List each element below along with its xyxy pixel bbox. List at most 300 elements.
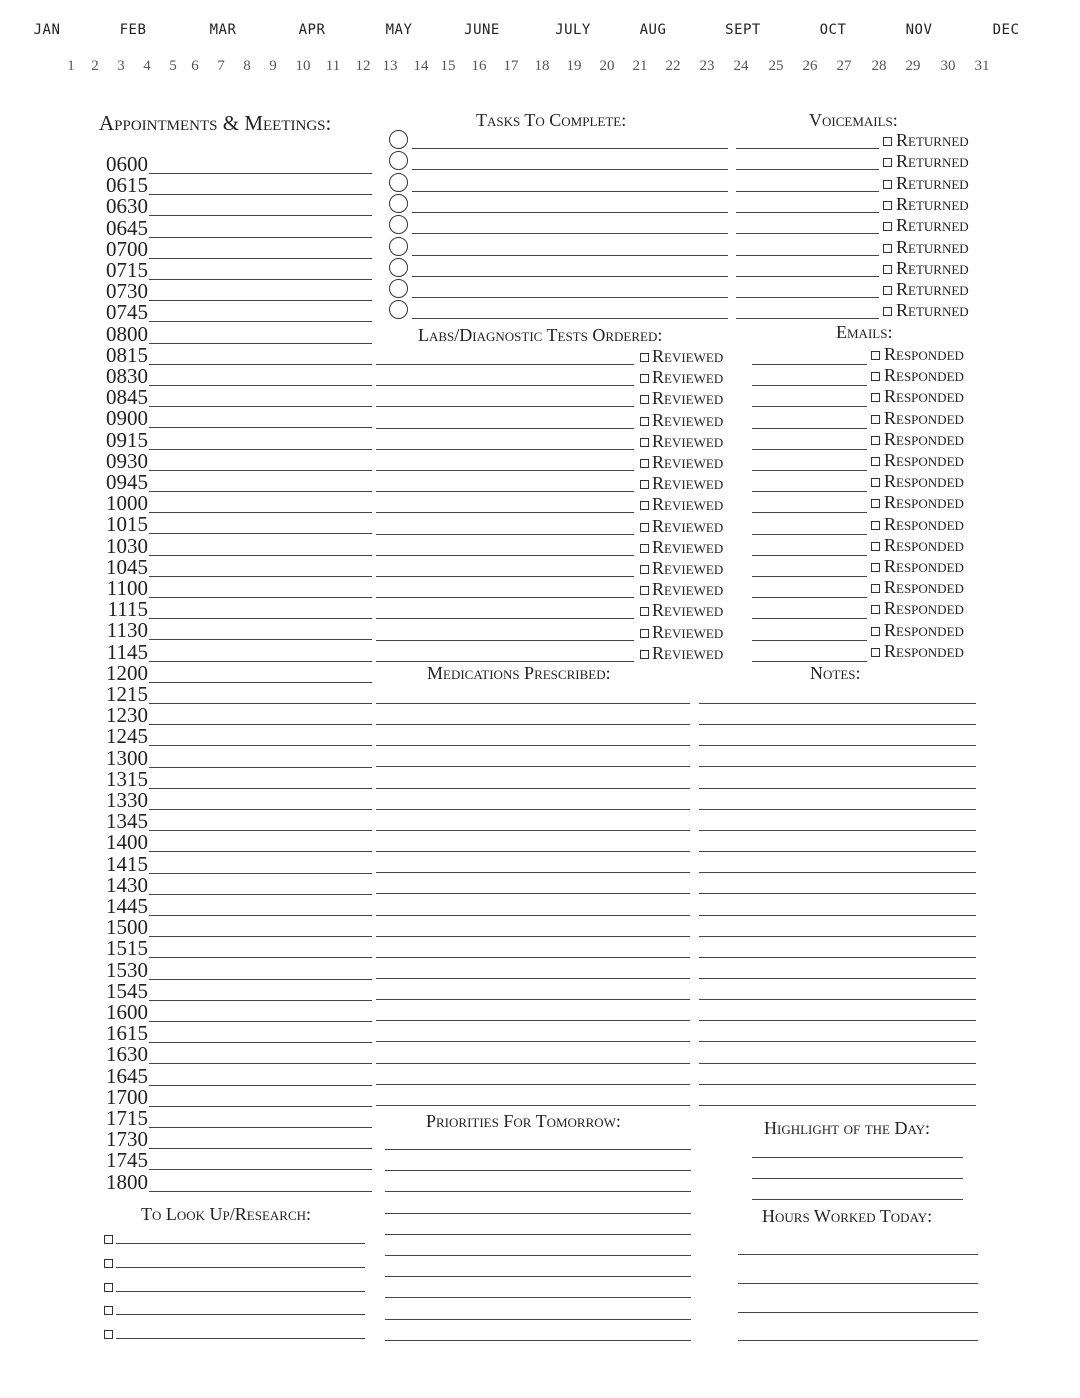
month-sept[interactable]: SEPT: [725, 22, 761, 38]
day-31[interactable]: 31: [974, 58, 990, 74]
time-1715: 1715: [106, 1106, 148, 1130]
medication-line[interactable]: [376, 830, 690, 831]
email-line[interactable]: [752, 576, 867, 577]
notes-line[interactable]: [699, 1020, 976, 1021]
responded-checkbox[interactable]: [871, 372, 880, 381]
appointment-line-0830[interactable]: [149, 385, 372, 386]
returned-checkbox[interactable]: [883, 307, 892, 316]
highlight-line[interactable]: [752, 1157, 963, 1158]
appointment-line-0915[interactable]: [149, 449, 372, 450]
notes-line[interactable]: [699, 703, 976, 704]
reviewed-label: Reviewed: [652, 346, 724, 366]
day-4[interactable]: 4: [143, 58, 151, 74]
day-11[interactable]: 11: [325, 58, 341, 74]
time-1130: 1130: [106, 618, 148, 643]
responded-label: Responded: [884, 492, 964, 513]
time-1115: 1115: [107, 597, 148, 622]
day-20[interactable]: 20: [599, 58, 615, 74]
reviewed-checkbox[interactable]: [640, 501, 649, 510]
day-28[interactable]: 28: [871, 58, 887, 74]
month-nov[interactable]: NOV: [905, 22, 933, 38]
responded-checkbox[interactable]: [871, 499, 880, 508]
medication-line[interactable]: [376, 936, 690, 937]
responded-label: Responded: [884, 534, 964, 555]
day-10[interactable]: 10: [295, 58, 311, 74]
appointment-line-1715[interactable]: [149, 1127, 372, 1128]
email-line[interactable]: [752, 534, 867, 535]
voicemail-line[interactable]: [736, 233, 879, 234]
appointment-line-1030[interactable]: [149, 555, 372, 556]
day-14[interactable]: 14: [413, 58, 429, 74]
priority-line[interactable]: [385, 1191, 691, 1192]
medication-line[interactable]: [376, 872, 690, 873]
appointment-line-1145[interactable]: [149, 661, 372, 662]
notes-line[interactable]: [699, 999, 976, 1000]
notes-line[interactable]: [699, 724, 976, 725]
lab-line[interactable]: [376, 364, 634, 365]
reviewed-checkbox[interactable]: [640, 417, 649, 426]
appointment-line-1330[interactable]: [149, 809, 372, 810]
day-26[interactable]: 26: [802, 58, 818, 74]
medication-line[interactable]: [376, 999, 690, 1000]
email-line[interactable]: [752, 470, 867, 471]
responded-checkbox[interactable]: [871, 393, 880, 402]
research-checkbox[interactable]: [104, 1306, 113, 1315]
priority-line[interactable]: [385, 1276, 691, 1277]
highlight-line[interactable]: [752, 1178, 963, 1179]
priority-line[interactable]: [385, 1170, 691, 1171]
appointment-line-1515[interactable]: [149, 957, 372, 958]
notes-line[interactable]: [699, 788, 976, 789]
email-line[interactable]: [752, 385, 867, 386]
task-checkbox[interactable]: [389, 300, 408, 319]
research-checkbox[interactable]: [104, 1259, 113, 1268]
appointment-line-0800[interactable]: [149, 343, 372, 344]
reviewed-checkbox[interactable]: [640, 523, 649, 532]
appointment-line-0815[interactable]: [149, 364, 372, 365]
time-1200: 1200: [106, 660, 148, 685]
responded-label: Responded: [884, 577, 964, 598]
lab-line[interactable]: [376, 470, 634, 471]
lab-line[interactable]: [376, 385, 634, 386]
notes-line[interactable]: [699, 851, 976, 852]
reviewed-checkbox[interactable]: [640, 629, 649, 638]
lab-line[interactable]: [376, 576, 634, 577]
time-1730: 1730: [106, 1127, 148, 1152]
appointment-line-0845[interactable]: [149, 406, 372, 407]
time-1645: 1645: [106, 1063, 148, 1088]
month-feb[interactable]: FEB: [119, 22, 147, 38]
month-mar[interactable]: MAR: [209, 22, 237, 38]
voicemail-line[interactable]: [736, 169, 879, 170]
priority-line[interactable]: [385, 1234, 691, 1235]
task-checkbox[interactable]: [389, 194, 408, 213]
month-jan[interactable]: JAN: [33, 22, 61, 38]
lab-line[interactable]: [376, 449, 634, 450]
reviewed-label: Reviewed: [652, 600, 724, 621]
notes-line[interactable]: [699, 1084, 976, 1085]
returned-checkbox[interactable]: [883, 265, 892, 274]
medication-line[interactable]: [376, 1084, 690, 1085]
medication-line[interactable]: [376, 724, 690, 725]
medication-line[interactable]: [376, 1105, 690, 1106]
task-line[interactable]: [412, 169, 728, 170]
responded-checkbox[interactable]: [871, 605, 880, 614]
day-29[interactable]: 29: [905, 58, 921, 74]
day-15[interactable]: 15: [440, 58, 456, 74]
time-0600: 0600: [106, 152, 148, 176]
time-1445: 1445: [106, 894, 148, 918]
tasks-heading: Tasks To Complete:: [476, 110, 627, 130]
task-line[interactable]: [412, 212, 728, 213]
lab-line[interactable]: [376, 661, 634, 662]
research-line[interactable]: [116, 1314, 365, 1315]
reviewed-checkbox[interactable]: [640, 586, 649, 595]
time-1000: 1000: [106, 491, 148, 516]
lab-line[interactable]: [376, 640, 634, 641]
medication-line[interactable]: [376, 809, 690, 810]
reviewed-label: Reviewed: [652, 621, 724, 642]
appointment-line-1615[interactable]: [149, 1042, 372, 1043]
day-5[interactable]: 5: [169, 58, 177, 74]
research-checkbox[interactable]: [104, 1283, 113, 1292]
appointment-line-1245[interactable]: [149, 745, 372, 746]
day-7[interactable]: 7: [217, 58, 225, 74]
priority-line[interactable]: [385, 1213, 691, 1214]
time-1215: 1215: [106, 682, 148, 706]
notes-line[interactable]: [699, 766, 976, 767]
task-checkbox[interactable]: [389, 237, 408, 256]
reviewed-checkbox[interactable]: [640, 607, 649, 616]
notes-line[interactable]: [699, 745, 976, 746]
responded-checkbox[interactable]: [871, 563, 880, 572]
month-apr[interactable]: APR: [298, 22, 326, 38]
appointment-line-1300[interactable]: [149, 767, 372, 768]
notes-line[interactable]: [699, 978, 976, 979]
lab-line[interactable]: [376, 618, 634, 619]
reviewed-checkbox[interactable]: [640, 374, 649, 383]
time-1030: 1030: [106, 533, 148, 558]
appointment-line-1000[interactable]: [149, 512, 372, 513]
medication-line[interactable]: [376, 1041, 690, 1042]
responded-checkbox[interactable]: [871, 648, 880, 657]
medication-line[interactable]: [376, 745, 690, 746]
appointment-line-1745[interactable]: [149, 1169, 372, 1170]
voicemail-line[interactable]: [736, 318, 879, 319]
voicemail-line[interactable]: [736, 148, 879, 149]
day-30[interactable]: 30: [940, 58, 956, 74]
month-may[interactable]: MAY: [385, 22, 413, 38]
priority-line[interactable]: [385, 1255, 691, 1256]
task-checkbox[interactable]: [389, 215, 408, 234]
hours-line[interactable]: [738, 1254, 978, 1255]
appointment-line-0930[interactable]: [149, 470, 372, 471]
voicemail-line[interactable]: [736, 212, 879, 213]
appointment-line-0715[interactable]: [149, 279, 372, 280]
email-line[interactable]: [752, 406, 867, 407]
time-1745: 1745: [106, 1148, 148, 1173]
appointment-line-1400[interactable]: [149, 851, 372, 852]
time-0715: 0715: [106, 258, 148, 282]
lab-line[interactable]: [376, 555, 634, 556]
appointment-line-1545[interactable]: [149, 1000, 372, 1001]
appointment-line-0645[interactable]: [149, 237, 372, 238]
appointment-line-0700[interactable]: [149, 258, 372, 259]
day-12[interactable]: 12: [355, 58, 371, 74]
voicemail-line[interactable]: [736, 297, 879, 298]
lab-line[interactable]: [376, 406, 634, 407]
notes-line[interactable]: [699, 809, 976, 810]
appointment-line-0615[interactable]: [149, 194, 372, 195]
appointment-line-1230[interactable]: [149, 724, 372, 725]
returned-label: Returned: [896, 193, 969, 214]
reviewed-label: Reviewed: [652, 409, 724, 430]
day-23[interactable]: 23: [699, 58, 715, 74]
month-dec[interactable]: DEC: [992, 22, 1020, 38]
responded-label: Responded: [884, 450, 964, 470]
voicemail-line[interactable]: [736, 191, 879, 192]
appointment-line-1315[interactable]: [149, 788, 372, 789]
appointment-line-0630[interactable]: [149, 215, 372, 216]
responded-checkbox[interactable]: [871, 457, 880, 466]
responded-checkbox[interactable]: [871, 415, 880, 424]
returned-checkbox[interactable]: [883, 244, 892, 253]
priority-line[interactable]: [385, 1149, 691, 1150]
research-line[interactable]: [116, 1243, 365, 1244]
day-2[interactable]: 2: [91, 58, 99, 74]
day-25[interactable]: 25: [768, 58, 784, 74]
appointment-line-1700[interactable]: [149, 1106, 372, 1107]
time-0900: 0900: [106, 406, 148, 431]
medication-line[interactable]: [376, 957, 690, 958]
appointment-line-1215[interactable]: [149, 703, 372, 704]
task-checkbox[interactable]: [389, 173, 408, 192]
reviewed-label: Reviewed: [652, 558, 724, 578]
medication-line[interactable]: [376, 766, 690, 767]
voicemail-line[interactable]: [736, 276, 879, 277]
appointment-line-1100[interactable]: [149, 597, 372, 598]
task-line[interactable]: [412, 233, 728, 234]
reviewed-checkbox[interactable]: [640, 480, 649, 489]
appointments-heading: Appointments & Meetings:: [99, 111, 332, 135]
task-checkbox[interactable]: [389, 151, 408, 170]
responded-checkbox[interactable]: [871, 351, 880, 360]
time-1230: 1230: [106, 703, 148, 728]
appointment-line-1115[interactable]: [149, 618, 372, 619]
email-line[interactable]: [752, 597, 867, 598]
email-line[interactable]: [752, 512, 867, 513]
reviewed-checkbox[interactable]: [640, 544, 649, 553]
time-1515: 1515: [106, 936, 148, 961]
medication-line[interactable]: [376, 703, 690, 704]
appointment-line-1430[interactable]: [149, 894, 372, 895]
appointment-line-1645[interactable]: [149, 1085, 372, 1086]
appointment-line-1200[interactable]: [149, 682, 372, 683]
day-24[interactable]: 24: [733, 58, 749, 74]
task-line[interactable]: [412, 276, 728, 277]
research-line[interactable]: [116, 1267, 365, 1268]
appointment-line-0745[interactable]: [149, 321, 372, 322]
email-line[interactable]: [752, 449, 867, 450]
reviewed-label: Reviewed: [652, 473, 724, 494]
time-0700: 0700: [106, 236, 148, 261]
reviewed-checkbox[interactable]: [640, 353, 649, 362]
task-line[interactable]: [412, 297, 728, 298]
time-0730: 0730: [106, 279, 148, 304]
responded-checkbox[interactable]: [871, 478, 880, 487]
responded-checkbox[interactable]: [871, 521, 880, 530]
time-0630: 0630: [106, 194, 148, 219]
notes-line[interactable]: [699, 1041, 976, 1042]
reviewed-checkbox[interactable]: [640, 650, 649, 659]
responded-checkbox[interactable]: [871, 627, 880, 636]
research-checkbox[interactable]: [104, 1235, 113, 1244]
medications-heading: Medications Prescribed:: [427, 663, 611, 683]
task-checkbox[interactable]: [389, 279, 408, 298]
email-line[interactable]: [752, 491, 867, 492]
email-line[interactable]: [752, 364, 867, 365]
voicemails-heading: Voicemails:: [809, 110, 898, 130]
task-line[interactable]: [412, 318, 728, 319]
hours-line[interactable]: [738, 1340, 978, 1341]
notes-line[interactable]: [699, 1063, 976, 1064]
priority-line[interactable]: [385, 1319, 691, 1320]
notes-line[interactable]: [699, 830, 976, 831]
appointment-line-1130[interactable]: [149, 639, 372, 640]
returned-checkbox[interactable]: [883, 137, 892, 146]
month-oct[interactable]: OCT: [819, 22, 847, 38]
day-19[interactable]: 19: [566, 58, 582, 74]
responded-checkbox[interactable]: [871, 436, 880, 445]
appointment-line-0900[interactable]: [149, 427, 372, 428]
priority-line[interactable]: [385, 1297, 691, 1298]
task-checkbox[interactable]: [389, 258, 408, 277]
lab-line[interactable]: [376, 428, 634, 429]
notes-line[interactable]: [699, 957, 976, 958]
returned-checkbox[interactable]: [883, 222, 892, 231]
returned-checkbox[interactable]: [883, 286, 892, 295]
medication-line[interactable]: [376, 915, 690, 916]
day-18[interactable]: 18: [534, 58, 550, 74]
research-line[interactable]: [116, 1338, 365, 1339]
day-16[interactable]: 16: [471, 58, 487, 74]
appointment-line-1600[interactable]: [149, 1021, 372, 1022]
time-0945: 0945: [106, 470, 148, 494]
appointment-line-0730[interactable]: [149, 300, 372, 301]
medication-line[interactable]: [376, 851, 690, 852]
medication-line[interactable]: [376, 1020, 690, 1021]
task-line[interactable]: [412, 148, 728, 149]
appointment-line-0600[interactable]: [149, 173, 372, 174]
responded-checkbox[interactable]: [871, 542, 880, 551]
appointment-line-1730[interactable]: [149, 1148, 372, 1149]
time-1545: 1545: [106, 978, 148, 1003]
time-0645: 0645: [106, 215, 148, 240]
priority-line[interactable]: [385, 1340, 691, 1341]
research-line[interactable]: [116, 1291, 365, 1292]
research-checkbox[interactable]: [104, 1330, 113, 1339]
returned-checkbox[interactable]: [883, 201, 892, 210]
task-line[interactable]: [412, 255, 728, 256]
day-1[interactable]: 1: [67, 58, 75, 74]
voicemail-line[interactable]: [736, 255, 879, 256]
task-line[interactable]: [412, 191, 728, 192]
day-9[interactable]: 9: [269, 58, 277, 74]
responded-checkbox[interactable]: [871, 584, 880, 593]
appointment-line-1530[interactable]: [149, 979, 372, 980]
notes-line[interactable]: [699, 936, 976, 937]
day-21[interactable]: 21: [632, 58, 648, 74]
appointment-line-1345[interactable]: [149, 830, 372, 831]
medication-line[interactable]: [376, 788, 690, 789]
hours-line[interactable]: [738, 1312, 978, 1313]
reviewed-checkbox[interactable]: [640, 395, 649, 404]
notes-line[interactable]: [699, 1105, 976, 1106]
email-line[interactable]: [752, 428, 867, 429]
reviewed-checkbox[interactable]: [640, 438, 649, 447]
appointment-line-1500[interactable]: [149, 936, 372, 937]
notes-line[interactable]: [699, 872, 976, 873]
email-line[interactable]: [752, 661, 867, 662]
medication-line[interactable]: [376, 893, 690, 894]
time-1300: 1300: [106, 745, 148, 770]
reviewed-checkbox[interactable]: [640, 565, 649, 574]
appointment-line-1045[interactable]: [149, 576, 372, 577]
time-1245: 1245: [106, 724, 148, 749]
email-line[interactable]: [752, 555, 867, 556]
day-3[interactable]: 3: [117, 58, 125, 74]
notes-heading: Notes:: [810, 663, 861, 683]
lab-line[interactable]: [376, 512, 634, 513]
highlight-line[interactable]: [752, 1199, 963, 1200]
day-27[interactable]: 27: [836, 58, 852, 74]
medication-line[interactable]: [376, 1063, 690, 1064]
appointment-line-1015[interactable]: [149, 533, 372, 534]
appointment-line-1630[interactable]: [149, 1063, 372, 1064]
appointment-line-1445[interactable]: [149, 915, 372, 916]
lab-line[interactable]: [376, 534, 634, 535]
returned-checkbox[interactable]: [883, 180, 892, 189]
appointment-line-1800[interactable]: [149, 1191, 372, 1192]
hours-line[interactable]: [738, 1283, 978, 1284]
lab-line[interactable]: [376, 597, 634, 598]
time-1500: 1500: [106, 915, 148, 940]
notes-line[interactable]: [699, 915, 976, 916]
returned-label: Returned: [896, 279, 969, 300]
month-june[interactable]: JUNE: [464, 22, 500, 38]
email-line[interactable]: [752, 618, 867, 619]
notes-line[interactable]: [699, 893, 976, 894]
email-line[interactable]: [752, 640, 867, 641]
reviewed-label: Reviewed: [652, 515, 724, 536]
lab-line[interactable]: [376, 491, 634, 492]
appointment-line-1415[interactable]: [149, 873, 372, 874]
day-8[interactable]: 8: [243, 58, 251, 74]
responded-label: Responded: [884, 640, 964, 661]
day-17[interactable]: 17: [503, 58, 519, 74]
appointment-line-0945[interactable]: [149, 491, 372, 492]
reviewed-checkbox[interactable]: [640, 459, 649, 468]
task-checkbox[interactable]: [389, 130, 408, 149]
day-13[interactable]: 13: [382, 58, 398, 74]
returned-checkbox[interactable]: [883, 158, 892, 167]
medication-line[interactable]: [376, 978, 690, 979]
day-22[interactable]: 22: [665, 58, 681, 74]
month-aug[interactable]: AUG: [639, 22, 667, 38]
returned-label: Returned: [896, 257, 969, 278]
month-july[interactable]: JULY: [555, 22, 591, 38]
day-6[interactable]: 6: [191, 58, 199, 74]
